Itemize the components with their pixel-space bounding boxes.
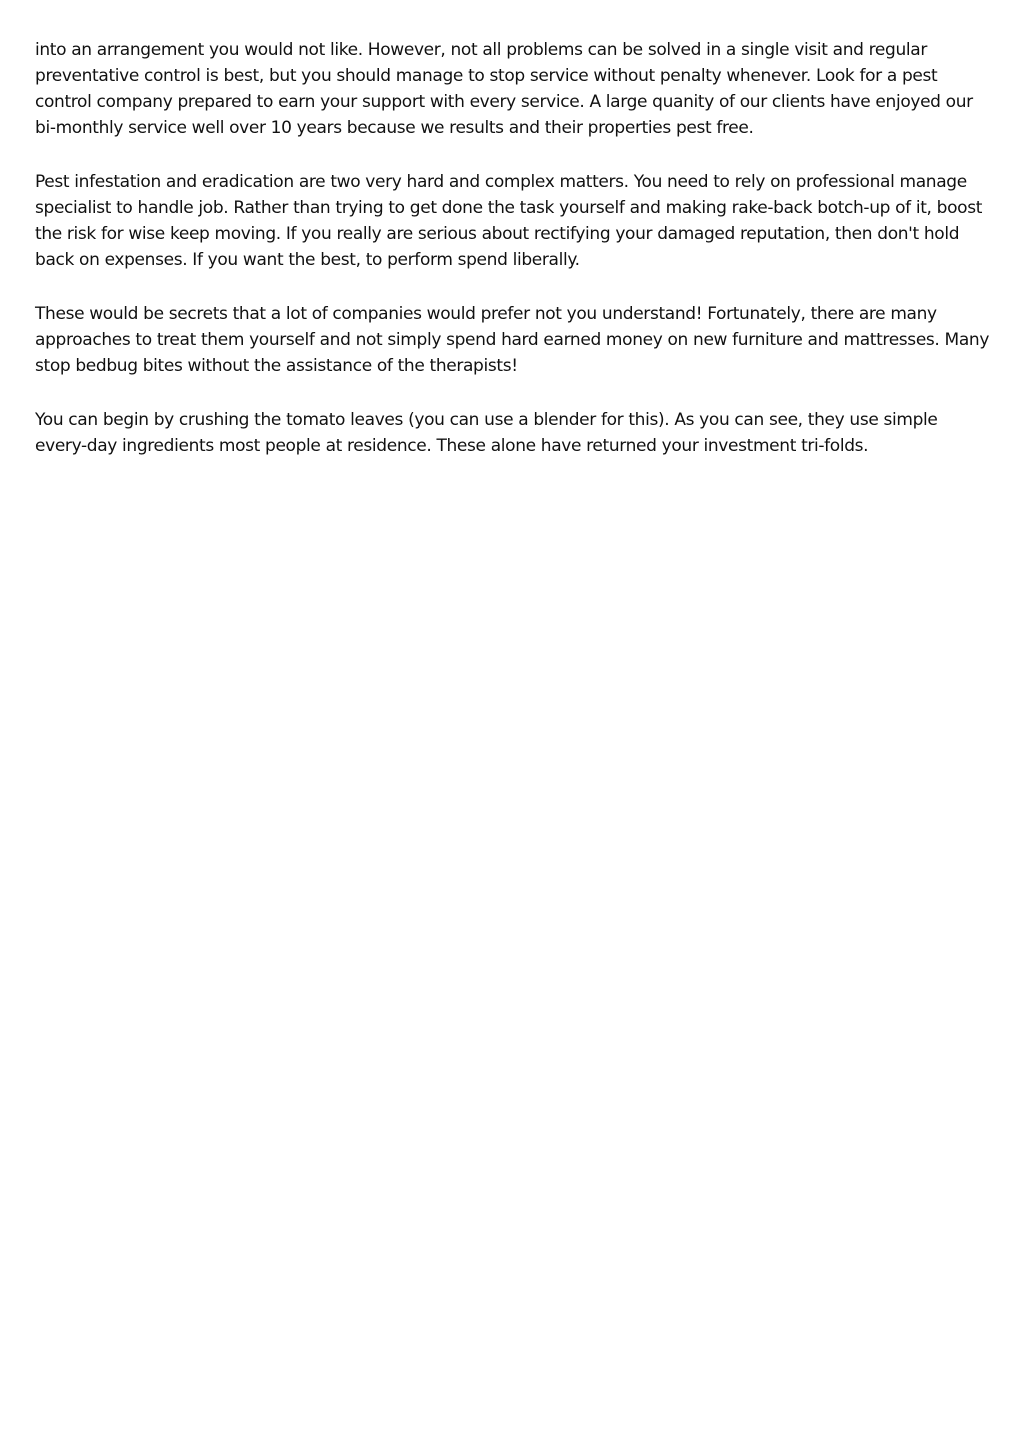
paragraph-3: These would be secrets that a lot of companies would prefer not you understand! Fortunately, there are many approaches to treat them yourself and not simply spend hard earned money on new furniture and mattresses. Many stop bedbug bites without the assistance of the therapists! [35,304,990,376]
paragraph-4: You can begin by crushing the tomato leaves (you can use a blender for this). As you can see, they use simple every-day ingredients most people at residence. These alone have returned your investment tri-folds. [35,410,938,456]
document-page [35,37,993,487]
paragraph-2: Pest infestation and eradication are two very hard and complex matters. You need to rely on professional manage specialist to handle job. Rather than trying to get done the task yourself and making rake-back botch-up of it, boost the risk for wise keep moving. If you really are serious about rectifying your damaged reputation, then don't hold back on expenses. If you want the best, to perform spend liberally. [35,172,983,270]
paragraph-1: into an arrangement you would not like. However, not all problems can be solved in a single visit and regular preventative control is best, but you should manage to stop service without penalty whenever. Look for a pest control company prepared to earn your support with every service. A large quanity of our clients have enjoyed our bi-monthly service well over 10 years because we results and their properties pest free. [35,40,973,138]
